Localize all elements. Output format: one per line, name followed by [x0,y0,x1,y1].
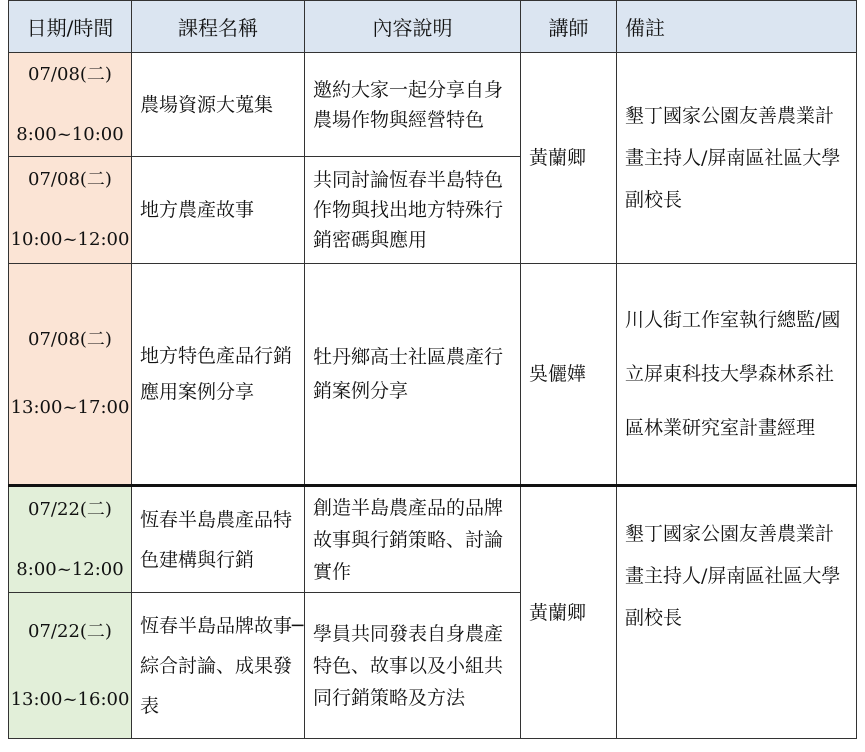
desc-cell: 牡丹鄉高士社區農產行銷案例分享 [305,264,521,486]
date-cell [9,157,132,264]
date-text: 07/08(二) [28,169,112,190]
teacher-cell: 黃蘭卿 [521,486,617,739]
date-text: 07/08(二) [28,329,112,350]
schedule-table [8,0,857,739]
date-text: 07/22(二) [28,498,112,520]
note-cell: 川人街工作室執行總監/國立屏東科技大學森林系社區林業研究室計畫經理 [617,264,857,486]
header-course: 課程名稱 [132,1,305,53]
header-note: 備註 [617,1,857,53]
date-text: 07/08(二) [28,63,112,85]
header-row [9,1,857,53]
header-desc: 內容說明 [305,1,521,53]
time-text: 10:00~12:00 [10,229,130,250]
desc-cell: 共同討論恆春半島特色作物與找出地方特殊行銷密碼與應用 [305,157,521,264]
course-cell: 恆春半島農產品特色建構與行銷 [132,486,305,593]
course-cell: 地方特色產品行銷應用案例分享 [132,264,305,486]
time-text: 8:00~12:00 [16,558,124,580]
note-cell: 墾丁國家公園友善農業計畫主持人/屏南區社區大學副校長 [617,486,857,739]
date-cell [9,264,132,486]
table-row [9,53,857,157]
teacher-cell: 吳儷嬅 [521,264,617,486]
date-cell [9,593,132,739]
course-cell: 農場資源大蒐集 [132,53,305,157]
desc-cell: 學員共同發表自身農產特色、故事以及小組共同行銷策略及方法 [305,593,521,739]
time-text: 13:00~17:00 [10,397,130,418]
time-text: 13:00~16:00 [10,688,130,710]
date-text: 07/22(二) [28,620,112,642]
course-cell: 恆春半島品牌故事─綜合討論、成果發表 [132,593,305,739]
course-cell: 地方農產故事 [132,157,305,264]
header-date: 日期/時間 [9,1,132,53]
table-row [9,264,857,486]
date-cell [9,53,132,157]
table-row [9,486,857,593]
desc-cell: 邀約大家一起分享自身農場作物與經營特色 [305,53,521,157]
note-cell: 墾丁國家公園友善農業計畫主持人/屏南區社區大學副校長 [617,53,857,264]
header-teacher: 講師 [521,1,617,53]
teacher-cell: 黃蘭卿 [521,53,617,264]
date-cell [9,486,132,593]
desc-cell: 創造半島農產品的品牌故事與行銷策略、討論實作 [305,486,521,593]
time-text: 8:00~10:00 [16,123,124,145]
schedule-table-wrapper [8,0,857,739]
